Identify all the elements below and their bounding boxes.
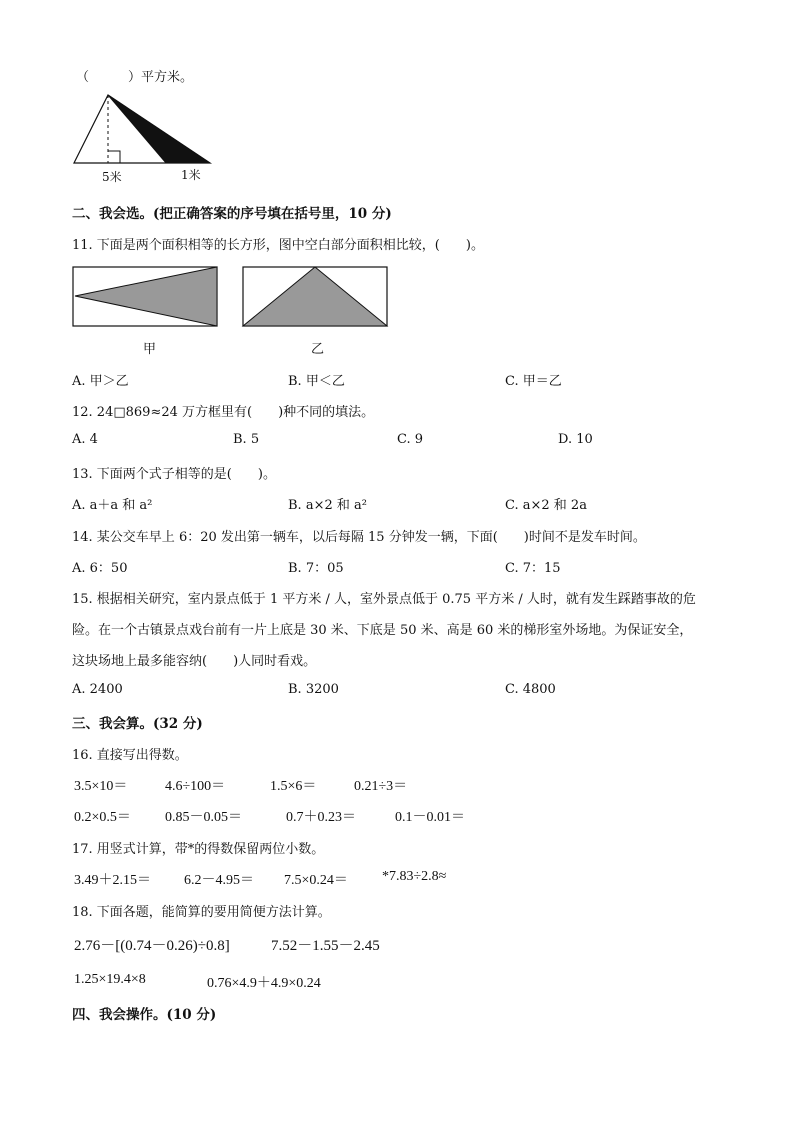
- q14-option-b[interactable]: B. 7：05: [288, 561, 344, 576]
- q17-text: 17. 用竖式计算，带*的得数保留两位小数。: [72, 842, 325, 857]
- q12-option-d[interactable]: D. 10: [558, 432, 593, 447]
- q12-option-a[interactable]: A. 4: [72, 432, 98, 447]
- q12-option-c[interactable]: C. 9: [397, 432, 424, 447]
- q15-line-1: 15. 根据相关研究，室内景点低于 1 平方米 / 人，室外景点低于 0.75 平方米 / 人时，就有发生踩踏事故的危: [72, 592, 696, 607]
- q11-text: 11. 下面是两个面积相等的长方形，图中空白部分面积相比较，( )。: [72, 238, 484, 253]
- q15-line-3: 这块场地上最多能容纳( )人同时看戏。: [72, 654, 317, 669]
- q16-item-7: 0.7＋0.23＝: [286, 810, 356, 825]
- q13-option-c[interactable]: C. a×2 和 2a: [505, 498, 587, 513]
- figure-jia-label: 甲: [143, 342, 157, 357]
- q15-option-a[interactable]: A. 2400: [72, 682, 123, 697]
- q17-item-3: 7.5×0.24＝: [284, 873, 348, 888]
- q14-text: 14. 某公交车早上 6：20 发出第一辆车，以后每隔 15 分钟发一辆，下面( )时间不是发车时间。: [72, 530, 646, 545]
- q16-item-1: 3.5×10＝: [74, 779, 128, 794]
- q18-item-4: 0.76×4.9＋4.9×0.24: [207, 976, 321, 991]
- q15-line-2: 险。在一个古镇景点戏台前有一片上底是 30 米、下底是 50 米、高是 60 米的梯形室外场地。为保证安全，: [72, 623, 693, 638]
- q16-item-6: 0.85－0.05＝: [165, 810, 242, 825]
- q16-item-2: 4.6÷100＝: [165, 779, 226, 794]
- q17-item-1: 3.49＋2.15＝: [74, 873, 151, 888]
- figure-jia: [72, 266, 220, 328]
- figure-yi-label: 乙: [311, 342, 325, 357]
- q16-item-8: 0.1－0.01＝: [395, 810, 465, 825]
- q15-option-c[interactable]: C. 4800: [505, 682, 556, 697]
- section3-heading: 三、我会算。(32 分): [72, 716, 203, 732]
- q12-text: 12. 24□869≈24 万方框里有( )种不同的填法。: [72, 405, 375, 420]
- q17-item-2: 6.2－4.95＝: [184, 873, 254, 888]
- q14-option-c[interactable]: C. 7：15: [505, 561, 561, 576]
- answer-line-area: （ ）平方米。: [76, 70, 194, 85]
- q11-option-b[interactable]: B. 甲＜乙: [288, 374, 345, 389]
- q12-option-b[interactable]: B. 5: [233, 432, 260, 447]
- q14-option-a[interactable]: A. 6：50: [72, 561, 128, 576]
- section2-heading: 二、我会选。(把正确答案的序号填在括号里，10 分): [72, 206, 392, 222]
- label-1m: 1米: [181, 168, 201, 182]
- q17-item-4: *7.83÷2.8≈: [382, 869, 447, 884]
- q16-item-4: 0.21÷3＝: [354, 779, 408, 794]
- label-5m: 5米: [102, 170, 122, 184]
- q13-text: 13. 下面两个式子相等的是( )。: [72, 467, 276, 482]
- q11-option-a[interactable]: A. 甲＞乙: [72, 374, 129, 389]
- q18-text: 18. 下面各题，能简算的要用简便方法计算。: [72, 905, 331, 920]
- q18-item-2: 7.52－1.55－2.45: [271, 938, 380, 954]
- q18-item-3: 1.25×19.4×8: [74, 972, 146, 987]
- q11-option-c[interactable]: C. 甲＝乙: [505, 374, 562, 389]
- section4-heading: 四、我会操作。(10 分): [72, 1007, 217, 1023]
- q16-text: 16. 直接写出得数。: [72, 748, 188, 763]
- q16-item-3: 1.5×6＝: [270, 779, 317, 794]
- q13-option-b[interactable]: B. a×2 和 a²: [288, 498, 367, 513]
- q13-option-a[interactable]: A. a＋a 和 a²: [72, 498, 153, 513]
- triangle-figure: [72, 93, 212, 173]
- q16-item-5: 0.2×0.5＝: [74, 810, 131, 825]
- q15-option-b[interactable]: B. 3200: [288, 682, 339, 697]
- q18-item-1: 2.76－[(0.74－0.26)÷0.8]: [74, 938, 230, 954]
- figure-yi: [242, 266, 390, 328]
